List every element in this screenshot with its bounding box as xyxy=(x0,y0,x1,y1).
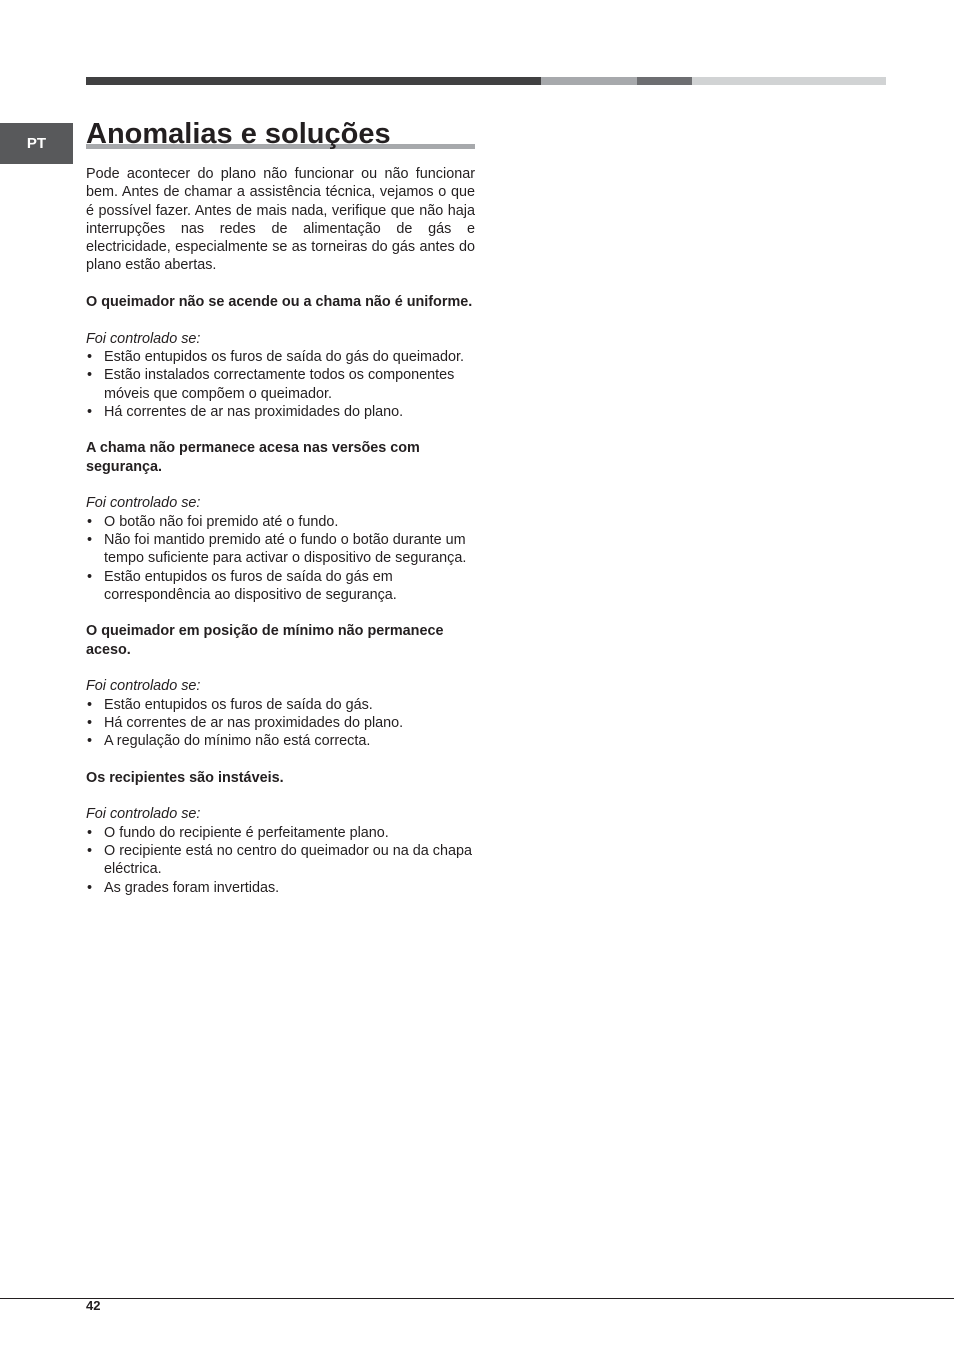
check-label: Foi controlado se: xyxy=(86,330,201,347)
footer-rule xyxy=(0,1298,954,1299)
list-item: • Não foi mantido premido até o fundo o botão durante um tempo suficiente para activar o dispositivo de segurança. xyxy=(86,531,475,568)
section-heading: A chama não permanece acesa nas versões com segurança. xyxy=(86,440,420,475)
list-item: • Estão entupidos os furos de saída do gás do queimador. xyxy=(86,348,475,366)
section-heading: O queimador em posição de mínimo não permanece aceso. xyxy=(86,623,444,658)
check-label: Foi controlado se: xyxy=(86,678,201,695)
check-list xyxy=(86,513,475,604)
main-content xyxy=(86,165,475,915)
check-list xyxy=(86,696,475,751)
list-item: • O fundo do recipiente é perfeitamente plano. xyxy=(86,824,475,842)
section-unstable-containers xyxy=(86,769,475,897)
language-tab: PT xyxy=(0,123,73,164)
list-item: • O botão não foi premido até o fundo. xyxy=(86,513,475,531)
intro-paragraph: Pode acontecer do plano não funcionar ou não funcionar bem. Antes de chamar a assistência técnica, vejamos o que é possível fazer. Antes de mais nada, verifique que não haja interrupções nas redes de alimentação de gás e electricidade, especialmente se as torneiras do gás antes do plano estão abertas. xyxy=(86,166,475,274)
list-item: • Estão instalados correctamente todos os componentes móveis que compõem o queimador. xyxy=(86,366,475,403)
section-minimum-position xyxy=(86,622,475,750)
section-heading: O queimador não se acende ou a chama não é uniforme. xyxy=(86,294,473,311)
check-list xyxy=(86,824,475,897)
top-color-bar xyxy=(86,77,886,85)
check-label: Foi controlado se: xyxy=(86,495,201,512)
page-number: 42 xyxy=(86,1298,101,1313)
list-item: • Estão entupidos os furos de saída do gás. xyxy=(86,696,475,714)
section-heading: Os recipientes são instáveis. xyxy=(86,769,284,786)
list-item: • Há correntes de ar nas proximidades do plano. xyxy=(86,714,475,732)
list-item: • As grades foram invertidas. xyxy=(86,879,475,897)
check-label: Foi controlado se: xyxy=(86,806,201,823)
list-item: • A regulação do mínimo não está correcta. xyxy=(86,732,475,750)
top-bar-segment-dark-small xyxy=(637,77,692,85)
top-bar-segment-light xyxy=(692,77,886,85)
list-item: • Estão entupidos os furos de saída do gás em correspondência ao dispositivo de segurança. xyxy=(86,568,475,605)
check-list xyxy=(86,348,475,421)
top-bar-segment-mid xyxy=(541,77,637,85)
section-burner-not-lighting xyxy=(86,293,475,421)
list-item: • O recipiente está no centro do queimador ou na da chapa eléctrica. xyxy=(86,842,475,879)
section-flame-not-staying-lit xyxy=(86,439,475,604)
page-title: Anomalias e soluções xyxy=(86,118,391,150)
list-item: • Há correntes de ar nas proximidades do plano. xyxy=(86,403,475,421)
top-bar-segment-dark xyxy=(86,77,541,85)
